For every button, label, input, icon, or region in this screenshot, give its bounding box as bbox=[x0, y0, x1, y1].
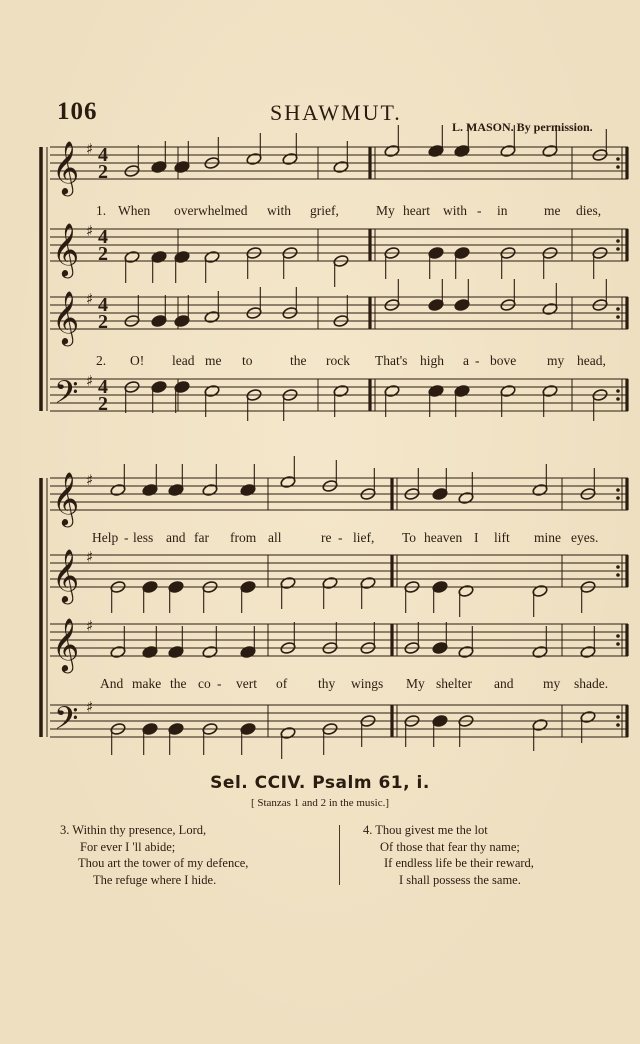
half-note bbox=[280, 726, 296, 739]
stanza-line: I shall possess the same. bbox=[399, 872, 521, 887]
lyric-syllable: my bbox=[543, 676, 561, 691]
quarter-note bbox=[428, 384, 444, 397]
stanza-line: 3. Within thy presence, Lord, bbox=[60, 823, 207, 837]
half-note bbox=[204, 250, 220, 263]
bass-clef: 𝄢 bbox=[54, 700, 79, 744]
half-note bbox=[542, 302, 558, 315]
lyric-syllable: me bbox=[205, 353, 222, 368]
treble-clef: 𝄞 bbox=[52, 290, 80, 344]
quarter-note bbox=[454, 384, 470, 397]
lyric-syllable: my bbox=[547, 353, 565, 368]
lyric-syllable: from bbox=[230, 530, 257, 545]
lyric-syllable: re bbox=[321, 530, 332, 545]
half-note bbox=[333, 160, 349, 173]
half-note bbox=[458, 584, 474, 597]
half-note bbox=[110, 483, 126, 496]
stanza-line: For ever I 'll abide; bbox=[80, 839, 176, 854]
lyric-syllable: the bbox=[290, 353, 307, 368]
stanza-3 bbox=[60, 822, 248, 888]
stanza-line: The refuge where I hide. bbox=[93, 872, 217, 887]
half-note bbox=[542, 384, 558, 397]
quarter-note bbox=[168, 580, 184, 593]
lyric-syllable: lead bbox=[172, 353, 195, 368]
augmentation-dot bbox=[616, 239, 620, 243]
quarter-note bbox=[240, 645, 256, 658]
bass-clef: 𝄢 bbox=[54, 374, 79, 418]
time-signature-bottom: 2 bbox=[98, 393, 108, 415]
augmentation-dot bbox=[616, 634, 620, 638]
half-note bbox=[458, 491, 474, 504]
quarter-note bbox=[428, 246, 444, 259]
half-note bbox=[204, 310, 220, 323]
augmentation-dot bbox=[616, 565, 620, 569]
quarter-note bbox=[142, 483, 158, 496]
lyrics-system1-verse1 bbox=[0, 203, 640, 221]
treble-clef: 𝄞 bbox=[52, 222, 80, 276]
stanza-line: Of those that fear thy name; bbox=[380, 839, 520, 854]
lyric-syllable: shade. bbox=[574, 676, 609, 691]
lyric-syllable: grief, bbox=[310, 203, 339, 218]
lyric-syllable: O! bbox=[130, 353, 145, 368]
sharp-sign: ♯ bbox=[86, 471, 94, 489]
sharp-sign: ♯ bbox=[86, 548, 94, 566]
lyric-syllable: far bbox=[194, 530, 209, 545]
selection-heading: Sel. CCIV. Psalm 61, i. bbox=[210, 773, 430, 793]
quarter-note bbox=[432, 641, 448, 654]
lyric-syllable: - bbox=[475, 353, 480, 368]
stanza-line: Thou art the tower of my defence, bbox=[78, 856, 249, 870]
lyric-syllable: lief, bbox=[353, 530, 375, 545]
lyric-syllable: To bbox=[402, 530, 417, 545]
quarter-note bbox=[454, 246, 470, 259]
lyric-syllable: me bbox=[544, 203, 561, 218]
sharp-sign: ♯ bbox=[86, 140, 94, 158]
time-signature-bottom: 2 bbox=[98, 161, 108, 183]
page-number: 106 bbox=[57, 98, 98, 125]
quarter-note bbox=[174, 380, 190, 393]
lyrics-system1-verse2 bbox=[0, 353, 640, 371]
lyrics-system2-verse1 bbox=[0, 530, 640, 548]
sharp-sign: ♯ bbox=[86, 222, 94, 240]
treble-clef: 𝄞 bbox=[52, 471, 80, 525]
time-signature-bottom: 2 bbox=[98, 311, 108, 333]
sharp-sign: ♯ bbox=[86, 617, 94, 635]
lyric-syllable: vert bbox=[236, 676, 257, 691]
lyric-syllable: wings bbox=[351, 676, 384, 691]
quarter-note bbox=[240, 580, 256, 593]
lyric-syllable: co bbox=[198, 676, 211, 691]
augmentation-dot bbox=[616, 315, 620, 319]
quarter-note bbox=[174, 314, 190, 327]
lyric-syllable: the bbox=[170, 676, 187, 691]
sharp-sign: ♯ bbox=[86, 698, 94, 716]
quarter-note bbox=[240, 483, 256, 496]
augmentation-dot bbox=[616, 723, 620, 727]
augmentation-dot bbox=[616, 307, 620, 311]
sharp-sign: ♯ bbox=[86, 290, 94, 308]
treble-clef: 𝄞 bbox=[52, 140, 80, 194]
composer-attribution: L. MASON. By permission. bbox=[452, 120, 593, 134]
time-signature-bottom: 2 bbox=[98, 243, 108, 265]
augmentation-dot bbox=[616, 247, 620, 251]
quarter-note bbox=[168, 722, 184, 735]
augmentation-dot bbox=[616, 488, 620, 492]
half-note bbox=[532, 584, 548, 597]
quarter-note bbox=[142, 645, 158, 658]
lyric-syllable: make bbox=[132, 676, 162, 691]
lyric-syllable: lift bbox=[494, 530, 510, 545]
stanza-line: If endless life be their reward, bbox=[384, 856, 534, 870]
quarter-note bbox=[151, 250, 167, 263]
lyric-syllable: - bbox=[124, 530, 129, 545]
lyric-syllable: head, bbox=[577, 353, 606, 368]
lyric-syllable: all bbox=[268, 530, 282, 545]
time-signature-top: 4 bbox=[98, 144, 108, 166]
half-note bbox=[202, 645, 218, 658]
lyric-syllable: and bbox=[494, 676, 514, 691]
quarter-note bbox=[174, 160, 190, 173]
lyric-syllable: mine bbox=[534, 530, 561, 545]
half-note bbox=[202, 483, 218, 496]
lyric-syllable: - bbox=[477, 203, 482, 218]
quarter-note bbox=[142, 722, 158, 735]
lyric-syllable: 2. bbox=[96, 353, 107, 368]
stanza-line: 4. Thou givest me the lot bbox=[363, 823, 488, 837]
lyric-syllable: to bbox=[242, 353, 253, 368]
half-note bbox=[500, 384, 516, 397]
half-note bbox=[532, 645, 548, 658]
lyric-syllable: I bbox=[474, 530, 479, 545]
augmentation-dot bbox=[616, 389, 620, 393]
tune-title: SHAWMUT. bbox=[270, 100, 402, 125]
quarter-note bbox=[151, 380, 167, 393]
half-note bbox=[204, 384, 220, 397]
lyric-syllable: thy bbox=[318, 676, 336, 691]
augmentation-dot bbox=[616, 397, 620, 401]
lyric-syllable: high bbox=[420, 353, 445, 368]
lyric-syllable: And bbox=[100, 676, 124, 691]
half-note bbox=[458, 645, 474, 658]
lyric-syllable: That's bbox=[375, 353, 408, 368]
sharp-sign: ♯ bbox=[86, 372, 94, 390]
lyric-syllable: eyes. bbox=[571, 530, 599, 545]
quarter-note bbox=[432, 580, 448, 593]
half-note bbox=[110, 645, 126, 658]
stanza-divider bbox=[339, 825, 340, 885]
quarter-note bbox=[168, 645, 184, 658]
half-note bbox=[124, 250, 140, 263]
half-note bbox=[500, 144, 516, 157]
quarter-note bbox=[432, 487, 448, 500]
lyric-syllable: heart bbox=[403, 203, 430, 218]
quarter-note bbox=[151, 314, 167, 327]
lyric-syllable: with bbox=[267, 203, 292, 218]
time-signature-top: 4 bbox=[98, 226, 108, 248]
lyric-syllable: and bbox=[166, 530, 186, 545]
lyric-syllable: - bbox=[217, 676, 222, 691]
lyric-syllable: My bbox=[376, 203, 395, 218]
half-note bbox=[280, 576, 296, 589]
stanza-note: [ Stanzas 1 and 2 in the music.] bbox=[250, 797, 390, 809]
half-note bbox=[384, 144, 400, 157]
lyrics-system2-verse2 bbox=[0, 676, 640, 694]
augmentation-dot bbox=[616, 573, 620, 577]
lyric-syllable: dies, bbox=[576, 203, 602, 218]
half-note bbox=[580, 645, 596, 658]
lyric-syllable: Help bbox=[92, 530, 119, 545]
quarter-note bbox=[428, 144, 444, 157]
quarter-note bbox=[454, 298, 470, 311]
half-note bbox=[580, 710, 596, 723]
augmentation-dot bbox=[616, 165, 620, 169]
half-note bbox=[333, 384, 349, 397]
lyric-syllable: My bbox=[406, 676, 425, 691]
lyric-syllable: 1. bbox=[96, 203, 107, 218]
augmentation-dot bbox=[616, 642, 620, 646]
half-note bbox=[532, 483, 548, 496]
augmentation-dot bbox=[616, 715, 620, 719]
quarter-note bbox=[174, 250, 190, 263]
quarter-note bbox=[428, 298, 444, 311]
half-note bbox=[542, 144, 558, 157]
lyric-syllable: rock bbox=[326, 353, 350, 368]
lyric-syllable: bove bbox=[490, 353, 517, 368]
quarter-note bbox=[432, 714, 448, 727]
augmentation-dot bbox=[616, 157, 620, 161]
half-note bbox=[280, 475, 296, 488]
lyric-syllable: with bbox=[443, 203, 468, 218]
half-note bbox=[282, 152, 298, 165]
time-signature-top: 4 bbox=[98, 294, 108, 316]
half-note bbox=[360, 576, 376, 589]
treble-clef: 𝄞 bbox=[52, 617, 80, 671]
lyric-syllable: of bbox=[276, 676, 288, 691]
quarter-note bbox=[168, 483, 184, 496]
half-note bbox=[384, 384, 400, 397]
half-note bbox=[532, 718, 548, 731]
lyric-syllable: - bbox=[338, 530, 343, 545]
lyric-syllable: a bbox=[463, 353, 469, 368]
quarter-note bbox=[151, 160, 167, 173]
quarter-note bbox=[240, 722, 256, 735]
lyric-syllable: heaven bbox=[424, 530, 463, 545]
time-signature-top: 4 bbox=[98, 376, 108, 398]
lyric-syllable: shelter bbox=[436, 676, 472, 691]
augmentation-dot bbox=[616, 496, 620, 500]
stanza-4 bbox=[363, 822, 534, 888]
lyric-syllable: overwhelmed bbox=[174, 203, 248, 218]
quarter-note bbox=[142, 580, 158, 593]
half-note bbox=[246, 152, 262, 165]
lyric-syllable: in bbox=[497, 203, 508, 218]
treble-clef: 𝄞 bbox=[52, 548, 80, 602]
lyric-syllable: When bbox=[118, 203, 151, 218]
lyric-syllable: less bbox=[133, 530, 154, 545]
half-note bbox=[322, 576, 338, 589]
quarter-note bbox=[454, 144, 470, 157]
